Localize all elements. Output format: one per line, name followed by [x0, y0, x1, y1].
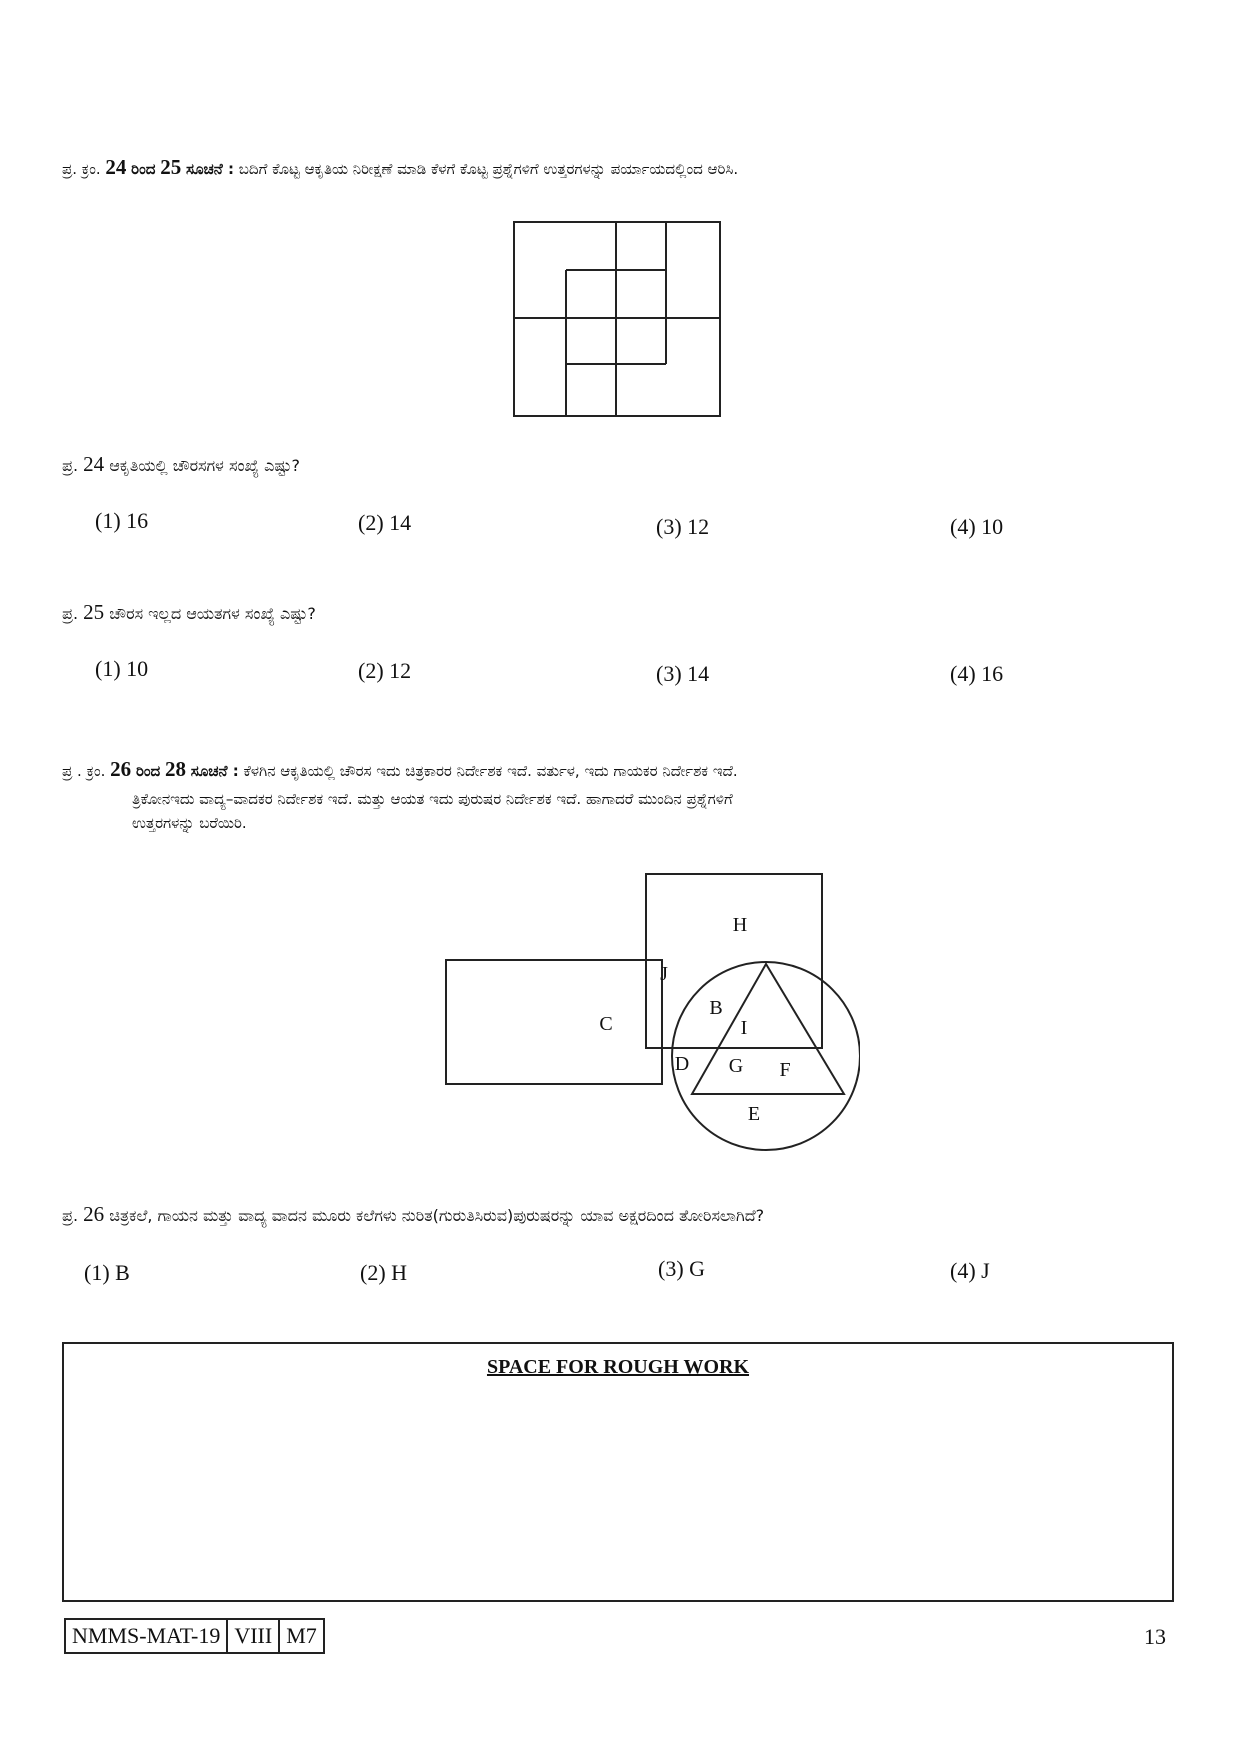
question-number: 24: [83, 452, 105, 476]
region-label-e: E: [747, 1103, 761, 1125]
instruction-line-1: [62, 752, 1192, 787]
question-text: ಆಕೃತಿಯಲ್ಲಿ ಚೌರಸಗಳ ಸಂಖ್ಯೆ ಎಷ್ಟು?: [109, 456, 301, 475]
instruction-text: ಕೆಳಗಿನ ಆಕೃತಿಯಲ್ಲಿ ಚೌರಸ ಇದು ಚಿತ್ರಕಾರರ ನಿರ್ದೇಶಕ ಇದೆ. ವರ್ತುಳ, ಇದು ಗಾಯಕರ ನಿರ್ದೇಶಕ ಇದೆ.: [243, 762, 738, 780]
question-prefix: ಪ್ರ.: [62, 604, 79, 623]
instruction-line-2: ತ್ರಿಕೋನಇದು ವಾದ್ಯ–ವಾದಕರ ನಿರ್ದೇಶಕ ಇದೆ. ಮತ್ತು ಆಯತ ಇದು ಪುರುಷರ ನಿರ್ದೇಶಕ ಇದೆ. ಹಾಗಾದರೆ ಮುಂದಿನ ಪ್ರಶ್ನೆಗಳಿಗೆ: [132, 789, 733, 808]
q25-option-4[interactable]: (4) 16: [950, 661, 1004, 686]
question-text: ಚೌರಸ ಇಲ್ಲದ ಆಯತಗಳ ಸಂಖ್ಯೆ ಎಷ್ಟು?: [109, 604, 316, 623]
q24-option-2[interactable]: (2) 14: [358, 510, 412, 535]
men-rectangle: [446, 960, 662, 1084]
instruction-prefix: ಪ್ರ . ಕ್ರಂ.: [62, 762, 106, 780]
instruction-text: ಬದಿಗೆ ಕೊಟ್ಟ ಆಕೃತಿಯ ನಿರೀಕ್ಷಣೆ ಮಾಡಿ ಕೆಳಗೆ ಕೊಟ್ಟ ಪ್ರಶ್ನೆಗಳಿಗೆ ಉತ್ತರಗಳನ್ನು ಪರ್ಯಾಯದಲ್ಲಿಂದ ಆರಿಸಿ.: [238, 160, 739, 178]
question-25: [62, 600, 316, 625]
q26-option-2[interactable]: (2) H: [360, 1260, 408, 1285]
instruction-to-number: 25: [160, 155, 182, 179]
question-number: 25: [83, 600, 105, 624]
region-label-f: F: [779, 1059, 791, 1081]
instruction-26-28: [62, 752, 1192, 836]
question-number: 26: [83, 1202, 105, 1226]
exam-code: NMMS-MAT-19: [66, 1620, 228, 1652]
region-label-h: H: [732, 914, 748, 936]
q24-option-1[interactable]: (1) 16: [95, 508, 149, 533]
rough-work-box: [62, 1342, 1174, 1602]
question-text: ಚಿತ್ರಕಲೆ, ಗಾಯನ ಮತ್ತು ವಾದ್ಯ ವಾದನ ಮೂರು ಕಲೆಗಳು ನುರಿತ(ಗುರುತಿಸಿರುವ)ಪುರುಷರನ್ನು ಯಾವ ಅಕ್ಷರದಿಂದ ತೋರಿಸಲಾಗಿದೆ?: [109, 1206, 765, 1225]
exam-medium: M7: [286, 1623, 317, 1648]
q24-option-3[interactable]: (3) 12: [656, 514, 710, 539]
exam-code-box: [64, 1618, 325, 1654]
q24-option-4[interactable]: (4) 10: [950, 514, 1004, 539]
exam-class: VIII: [228, 1620, 280, 1652]
region-label-c: C: [599, 1013, 613, 1035]
venn-figure: [440, 868, 860, 1158]
question-24: [62, 452, 300, 477]
singers-circle: [672, 962, 860, 1150]
instruction-line-3: ಉತ್ತರಗಳನ್ನು ಬರೆಯಿರಿ.: [132, 814, 247, 833]
instruction-to-number: 28: [164, 757, 186, 781]
q26-option-4[interactable]: (4) J: [950, 1258, 990, 1283]
region-label-i: I: [740, 1017, 748, 1039]
instruction-from-word: ರಿಂದ: [135, 762, 161, 780]
q25-option-1[interactable]: (1) 10: [95, 656, 149, 681]
instruction-from-number: 24: [105, 155, 127, 179]
q26-option-1[interactable]: (1) B: [84, 1260, 130, 1285]
question-prefix: ಪ್ರ.: [62, 456, 79, 475]
instruction-prefix: ಪ್ರ. ಕ್ರಂ.: [62, 160, 101, 178]
instruction-24-25: [62, 150, 1182, 185]
page-number: 13: [1144, 1624, 1166, 1649]
instruction-from-number: 26: [110, 757, 132, 781]
region-label-d: D: [674, 1053, 690, 1075]
instruction-label: ಸೂಚನೆ :: [186, 160, 234, 178]
question-26: [62, 1202, 1212, 1227]
grid-figure: [510, 218, 726, 422]
question-prefix: ಪ್ರ.: [62, 1206, 79, 1225]
region-label-g: G: [728, 1055, 744, 1077]
region-label-j: J: [660, 963, 668, 985]
q25-option-2[interactable]: (2) 12: [358, 658, 412, 683]
q25-option-3[interactable]: (3) 14: [656, 661, 710, 686]
instruction-label: ಸೂಚನೆ :: [190, 762, 239, 780]
q26-option-3[interactable]: (3) G: [658, 1256, 706, 1281]
instruction-from-word: ರಿಂದ: [131, 160, 156, 178]
rough-work-title: SPACE FOR ROUGH WORK: [486, 1356, 750, 1378]
region-label-b: B: [709, 997, 723, 1019]
